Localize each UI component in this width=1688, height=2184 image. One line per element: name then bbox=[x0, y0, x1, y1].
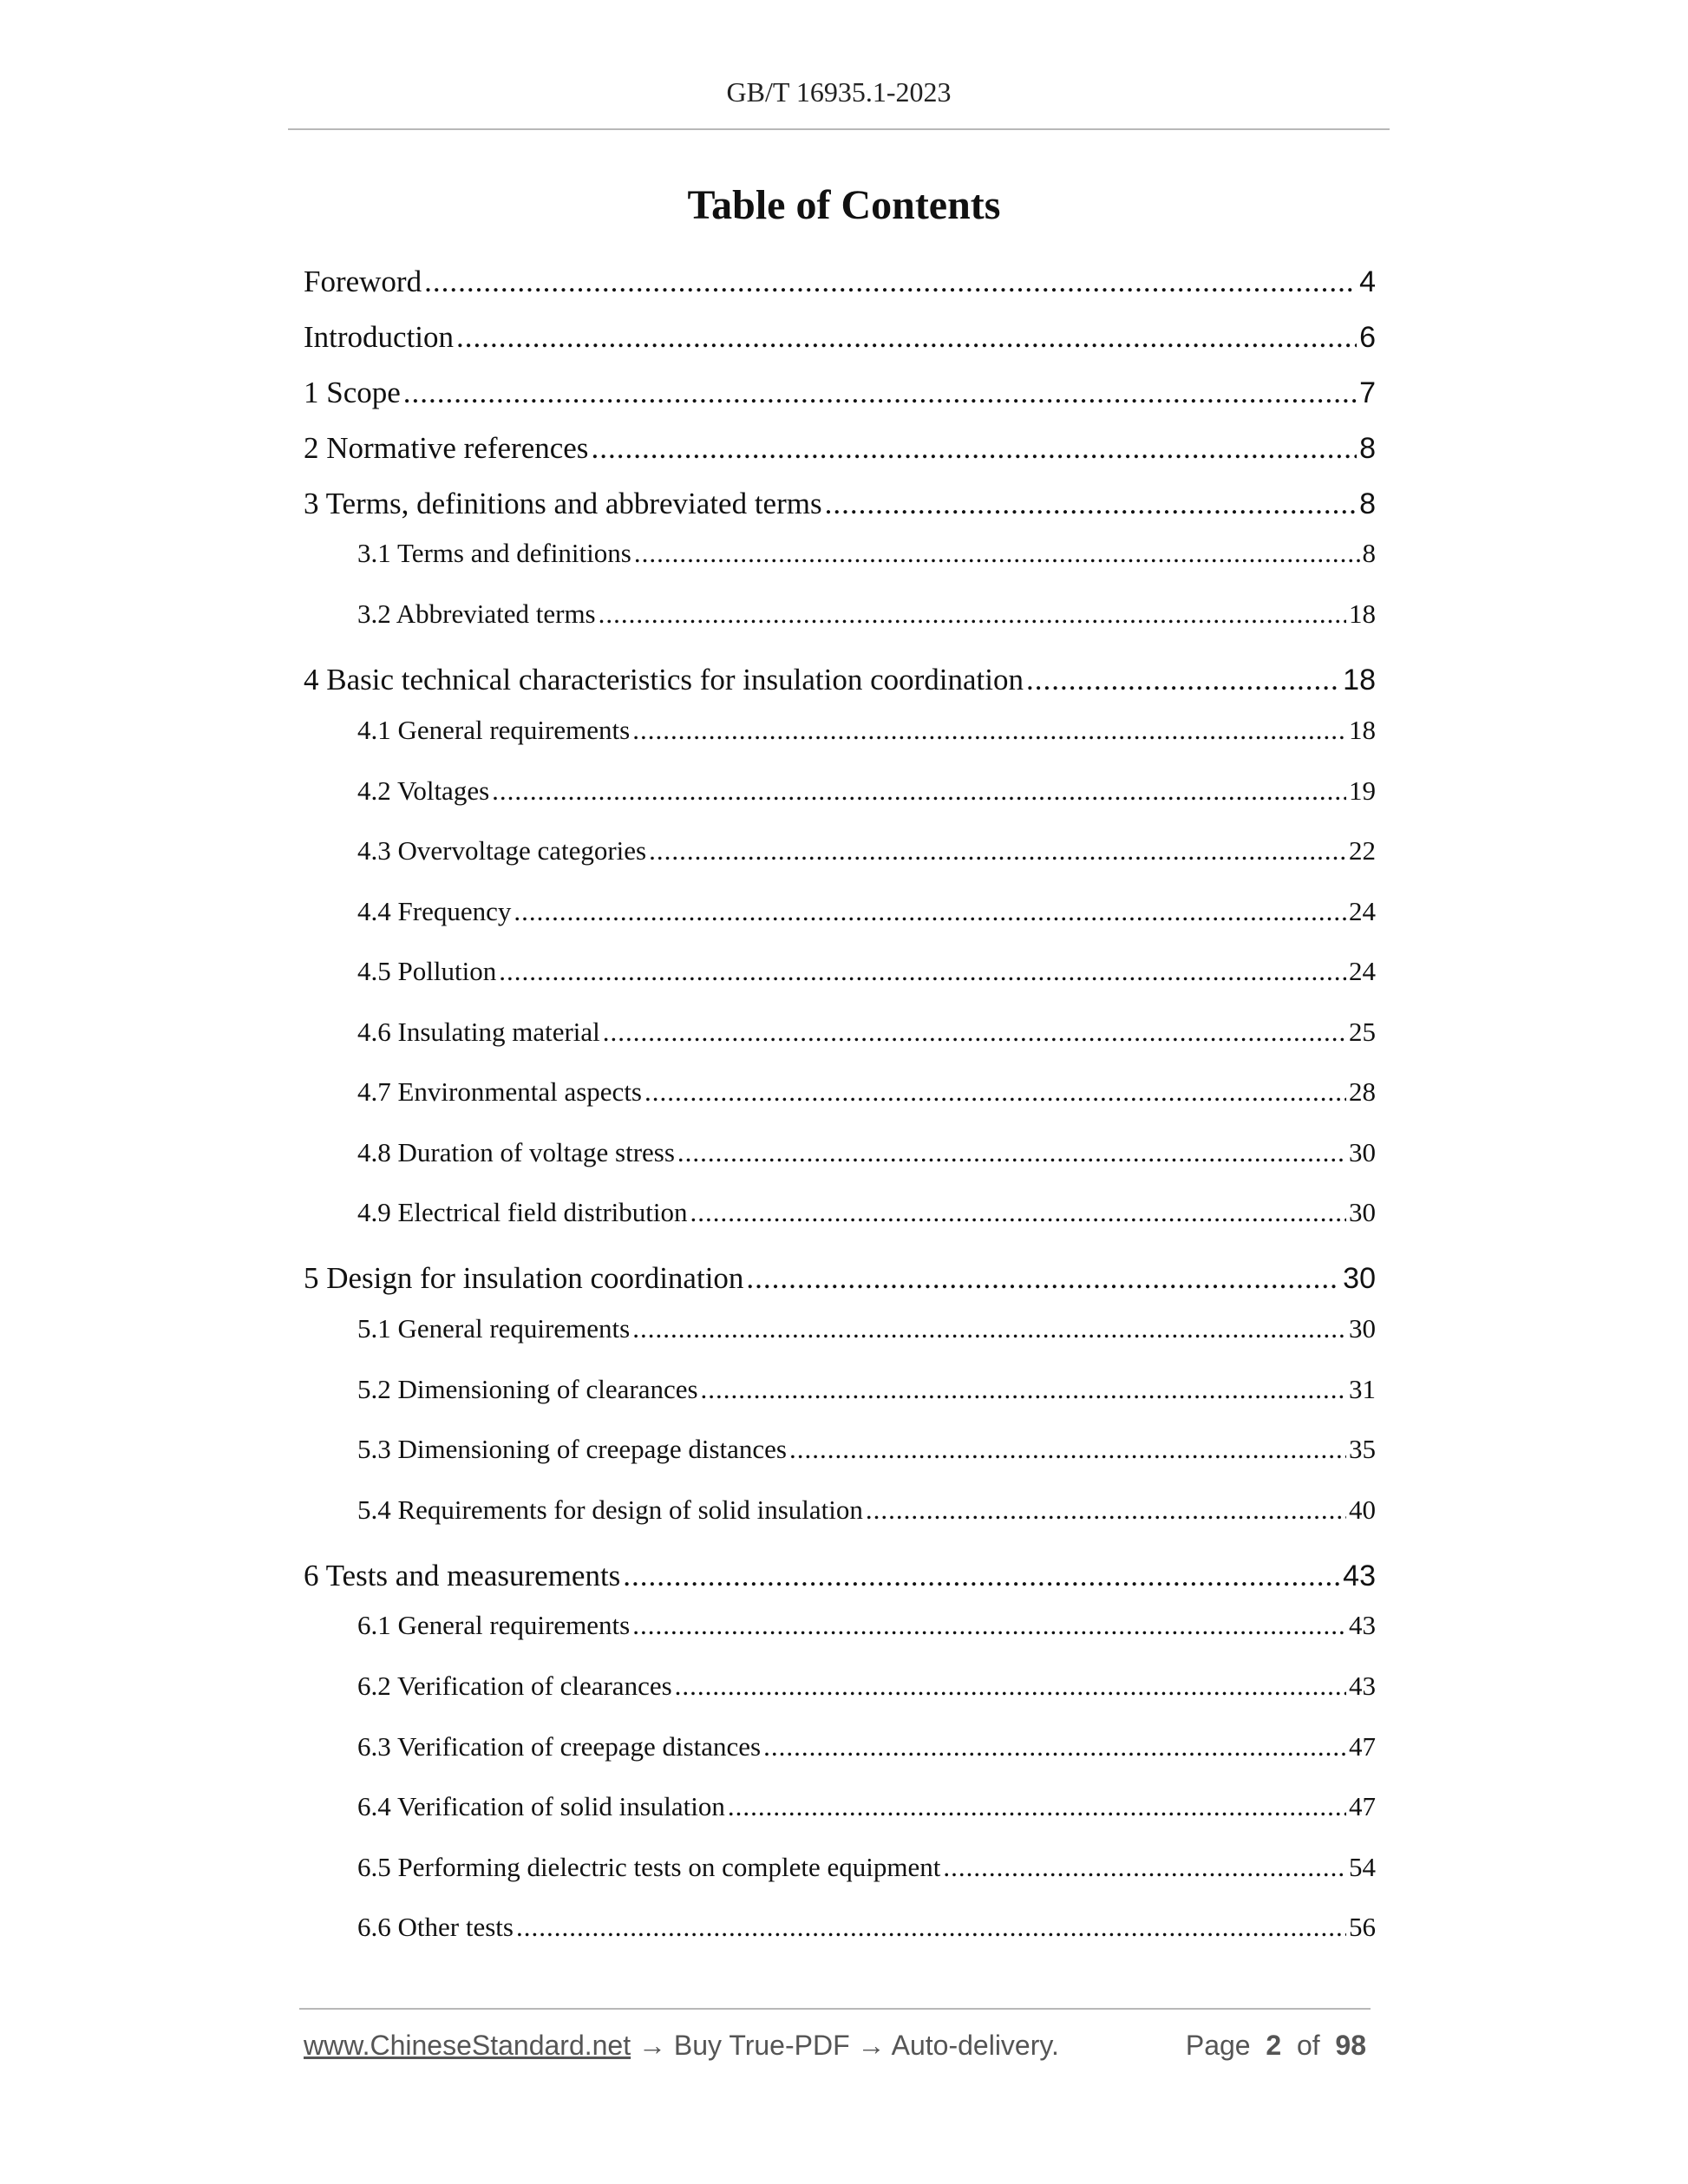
dot-leader bbox=[632, 1606, 1346, 1645]
toc-entry-page: 40 bbox=[1349, 1494, 1376, 1525]
toc-entry-title: 5 Design for insulation coordination bbox=[304, 1261, 744, 1295]
toc-entry-4-1[interactable] bbox=[357, 711, 1376, 749]
toc-entry-3-2[interactable] bbox=[357, 595, 1376, 633]
toc-entry-title: 4.5 Pollution bbox=[357, 956, 497, 986]
toc-entry-title: 3 Terms, definitions and abbreviated terms bbox=[304, 487, 822, 520]
toc-entry-page: 8 bbox=[1362, 538, 1376, 568]
dot-leader bbox=[728, 1788, 1346, 1826]
current-page: 2 bbox=[1266, 2030, 1282, 2061]
dot-leader bbox=[403, 371, 1357, 415]
toc-entry-page: 19 bbox=[1349, 775, 1376, 806]
dot-leader bbox=[690, 1193, 1346, 1232]
toc-entry-title: 4.9 Electrical field distribution bbox=[357, 1197, 688, 1227]
toc-entry-title: 5.2 Dimensioning of clearances bbox=[357, 1374, 698, 1404]
toc-entry-page: 31 bbox=[1349, 1374, 1376, 1404]
website-link[interactable]: www.ChineseStandard.net bbox=[304, 2030, 631, 2061]
toc-entry-page: 47 bbox=[1349, 1731, 1376, 1762]
dot-leader bbox=[623, 1554, 1340, 1598]
dot-leader bbox=[514, 893, 1346, 931]
toc-entry-title: 6.5 Performing dielectric tests on complete equipment bbox=[357, 1852, 941, 1882]
toc-entry-title: 4 Basic technical characteristics for insulation coordination bbox=[304, 663, 1024, 696]
toc-entry-4-4[interactable] bbox=[357, 893, 1376, 931]
toc-entry-4-2[interactable] bbox=[357, 772, 1376, 810]
toc-entry-4[interactable] bbox=[304, 658, 1376, 702]
toc-entry-page: 24 bbox=[1349, 956, 1376, 986]
toc-entry-page: 4 bbox=[1359, 265, 1376, 298]
dot-leader bbox=[746, 1257, 1340, 1300]
dot-leader bbox=[632, 711, 1346, 749]
dot-leader bbox=[591, 427, 1357, 470]
toc-entry-page: 43 bbox=[1343, 1560, 1376, 1592]
toc-entry-2[interactable] bbox=[304, 427, 1376, 470]
dot-leader bbox=[603, 1013, 1346, 1051]
toc-entry-page: 22 bbox=[1349, 835, 1376, 866]
toc-entry-page: 30 bbox=[1349, 1137, 1376, 1167]
dot-leader bbox=[675, 1667, 1346, 1705]
toc-entry-page: 25 bbox=[1349, 1017, 1376, 1047]
toc-entry-title: 3.1 Terms and definitions bbox=[357, 538, 631, 568]
toc-entry-title: 4.7 Environmental aspects bbox=[357, 1076, 642, 1107]
toc-entry-title: 2 Normative references bbox=[304, 431, 589, 465]
toc-entry-title: 5.3 Dimensioning of creepage distances bbox=[357, 1434, 787, 1464]
toc-entry-title: 4.1 General requirements bbox=[357, 715, 631, 745]
toc-entry-page: 8 bbox=[1359, 487, 1376, 520]
toc-entry-page: 18 bbox=[1349, 715, 1376, 745]
toc-entry-page: 47 bbox=[1349, 1791, 1376, 1821]
dot-leader bbox=[1026, 658, 1340, 702]
toc-entry-title: 4.4 Frequency bbox=[357, 896, 512, 926]
toc-entry-page: 6 bbox=[1359, 321, 1376, 354]
dot-leader bbox=[499, 952, 1346, 991]
dot-leader bbox=[649, 832, 1346, 870]
toc-entry-4-3[interactable] bbox=[357, 832, 1376, 870]
delivery-text: Auto-delivery. bbox=[891, 2030, 1059, 2061]
toc-entry-page: 56 bbox=[1349, 1912, 1376, 1942]
footer-promo bbox=[304, 2026, 1059, 2064]
toc-entry-6-2[interactable] bbox=[357, 1667, 1376, 1705]
toc-entry-page: 18 bbox=[1343, 664, 1376, 696]
dot-leader bbox=[701, 1370, 1346, 1409]
toc-entry-title: 5.1 General requirements bbox=[357, 1313, 631, 1344]
arrow-right-icon: → bbox=[638, 2030, 666, 2061]
toc-entry-title: 4.3 Overvoltage categories bbox=[357, 835, 647, 866]
toc-entry-title: 6.3 Verification of creepage distances bbox=[357, 1731, 762, 1762]
toc-entry-page: 30 bbox=[1349, 1197, 1376, 1227]
toc-entry-4-6[interactable] bbox=[357, 1013, 1376, 1051]
toc-entry-title: 1 Scope bbox=[304, 376, 401, 409]
toc-entry-title: Foreword bbox=[304, 265, 422, 298]
toc-entry-4-8[interactable] bbox=[357, 1134, 1376, 1172]
dot-leader bbox=[492, 772, 1346, 810]
toc-entry-4-7[interactable] bbox=[357, 1073, 1376, 1111]
toc-entry-6-6[interactable] bbox=[357, 1908, 1376, 1946]
toc-entry-5[interactable] bbox=[304, 1257, 1376, 1300]
arrow-right-icon: → bbox=[857, 2030, 886, 2061]
toc-entry-page: 43 bbox=[1349, 1671, 1376, 1701]
dot-leader bbox=[789, 1430, 1346, 1468]
toc-entry-5-2[interactable] bbox=[357, 1370, 1376, 1409]
toc-entry-3[interactable] bbox=[304, 482, 1376, 526]
toc-entry-page: 30 bbox=[1349, 1313, 1376, 1344]
toc-entry-foreword[interactable] bbox=[304, 260, 1376, 304]
toc-entry-title: Introduction bbox=[304, 320, 455, 354]
footer-divider bbox=[299, 2008, 1371, 2010]
page-number bbox=[1186, 2026, 1366, 2064]
toc-entry-title: 4.2 Voltages bbox=[357, 775, 490, 806]
toc-entry-4-5[interactable] bbox=[357, 952, 1376, 991]
buy-text: Buy True-PDF bbox=[673, 2030, 850, 2061]
dot-leader bbox=[943, 1848, 1346, 1886]
dot-leader bbox=[763, 1728, 1346, 1766]
toc-entry-5-4[interactable] bbox=[357, 1491, 1376, 1529]
toc-entry-page: 24 bbox=[1349, 896, 1376, 926]
dot-leader bbox=[634, 534, 1360, 572]
page-word: Page bbox=[1185, 2030, 1251, 2061]
dot-leader bbox=[632, 1310, 1346, 1348]
toc-entry-title: 6 Tests and measurements bbox=[304, 1559, 621, 1592]
toc-entry-title: 4.8 Duration of voltage stress bbox=[357, 1137, 675, 1167]
dot-leader bbox=[866, 1491, 1346, 1529]
toc-entry-title: 6.6 Other tests bbox=[357, 1912, 514, 1942]
dot-leader bbox=[456, 316, 1357, 359]
toc-entry-6-5[interactable] bbox=[357, 1848, 1376, 1886]
page-footer bbox=[304, 2026, 1366, 2064]
toc-entry-page: 28 bbox=[1349, 1076, 1376, 1107]
toc-entry-page: 8 bbox=[1359, 432, 1376, 465]
dot-leader bbox=[599, 595, 1346, 633]
document-id: GB/T 16935.1-2023 bbox=[726, 76, 952, 108]
toc-entry-6[interactable] bbox=[304, 1554, 1376, 1598]
toc-entry-6-1[interactable] bbox=[357, 1606, 1376, 1645]
toc-entry-3-1[interactable] bbox=[357, 534, 1376, 572]
toc-entry-title: 6.1 General requirements bbox=[357, 1610, 631, 1640]
toc-entry-title: 3.2 Abbreviated terms bbox=[357, 598, 596, 629]
dot-leader bbox=[516, 1908, 1346, 1946]
toc-entry-page: 30 bbox=[1343, 1262, 1376, 1295]
total-pages: 98 bbox=[1335, 2030, 1366, 2061]
toc-entry-page: 35 bbox=[1349, 1434, 1376, 1464]
toc-entry-page: 54 bbox=[1349, 1852, 1376, 1882]
toc-entry-title: 6.2 Verification of clearances bbox=[357, 1671, 672, 1701]
toc-entry-page: 18 bbox=[1349, 598, 1376, 629]
toc-entry-title: 5.4 Requirements for design of solid insulation bbox=[357, 1494, 863, 1525]
dot-leader bbox=[424, 260, 1357, 304]
running-header bbox=[288, 75, 1390, 130]
toc-entry-1[interactable] bbox=[304, 371, 1376, 415]
toc-entry-4-9[interactable] bbox=[357, 1193, 1376, 1232]
toc-entry-title: 4.6 Insulating material bbox=[357, 1017, 600, 1047]
of-word: of bbox=[1296, 2030, 1320, 2061]
toc-entry-5-1[interactable] bbox=[357, 1310, 1376, 1348]
toc-entry-title: 6.4 Verification of solid insulation bbox=[357, 1791, 725, 1821]
dot-leader bbox=[644, 1073, 1346, 1111]
toc-entry-page: 7 bbox=[1359, 376, 1376, 409]
toc-entry-6-3[interactable] bbox=[357, 1728, 1376, 1766]
toc-entry-page: 43 bbox=[1349, 1610, 1376, 1640]
toc-entry-introduction[interactable] bbox=[304, 316, 1376, 359]
dot-leader bbox=[677, 1134, 1346, 1172]
dot-leader bbox=[825, 482, 1357, 526]
toc-entry-5-3[interactable] bbox=[357, 1430, 1376, 1468]
toc-entry-6-4[interactable] bbox=[357, 1788, 1376, 1826]
page-title: Table of Contents bbox=[687, 182, 1001, 228]
